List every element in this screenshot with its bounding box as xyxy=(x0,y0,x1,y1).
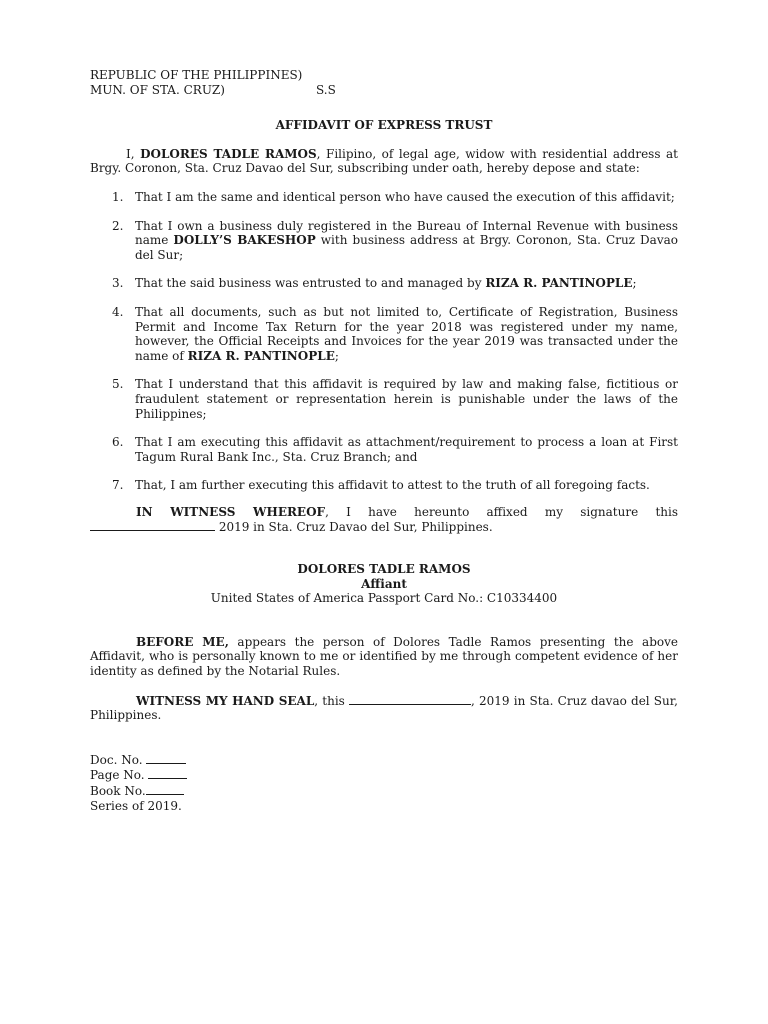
item-number: 1. xyxy=(112,189,124,204)
jurat-paragraph xyxy=(90,635,678,679)
business-name-bold: DOLLY’S BAKESHOP xyxy=(173,233,316,248)
affiant-signature-block xyxy=(90,562,678,606)
item-number: 5. xyxy=(112,377,124,392)
item-text-post: ; xyxy=(632,276,637,291)
item-text: That I am the same and identical person who have caused the execution of this affidavit; xyxy=(135,189,675,204)
doc-no-label: Doc. No. xyxy=(90,752,143,767)
item-number: 7. xyxy=(112,478,124,493)
caption-line-municipality xyxy=(90,83,678,98)
venue-caption xyxy=(90,68,678,97)
item-number: 6. xyxy=(112,435,124,450)
notarial-register xyxy=(90,752,678,813)
list-item xyxy=(90,190,678,205)
series-line: Series of 2019. xyxy=(90,798,182,813)
list-item xyxy=(90,435,678,464)
hand-seal-paragraph xyxy=(90,693,678,723)
caption-municipality: MUN. OF STA. CRUZ) xyxy=(90,82,225,97)
date-blank xyxy=(90,519,215,531)
list-item xyxy=(90,478,678,493)
doc-no-blank xyxy=(146,752,186,764)
witness-whereof-paragraph xyxy=(90,505,678,535)
before-me-bold: BEFORE ME, xyxy=(136,634,229,649)
affidavit-page xyxy=(90,68,678,813)
item-text-pre: That all documents, such as but not limited to, Certificate of Registration, Business Permit and Income Tax Return for the year 2018 was registered under my name, however, the Official Receipts and Invoices for the year 2019 was transacted under the name of xyxy=(135,304,678,363)
hand-seal-pre: , this xyxy=(314,693,350,708)
item-text-pre: That the said business was entrusted to and managed by xyxy=(135,276,486,291)
witness-line-2 xyxy=(90,519,678,535)
hand-seal-bold: WITNESS MY HAND SEAL xyxy=(136,693,315,708)
intro-post: , Filipino, of legal age, widow with residential address at Brgy. Coronon, Sta. Cruz Davao del Sur, subscribing under oath, hereby depose and state: xyxy=(90,146,678,176)
affiant-name-bold: DOLORES TADLE RAMOS xyxy=(140,146,317,161)
document-title: AFFIDAVIT OF EXPRESS TRUST xyxy=(275,118,493,133)
doc-no-line xyxy=(90,752,678,768)
affiant-id: United States of America Passport Card No.: C10334400 xyxy=(210,591,558,606)
list-item xyxy=(90,305,678,363)
item-number: 4. xyxy=(112,304,124,319)
intro-pre: I, xyxy=(126,146,141,161)
item-text: That I am executing this affidavit as attachment/requirement to process a loan at First Tagum Rural Bank Inc., Sta. Cruz Branch; and xyxy=(135,435,678,464)
caption-ss: S.S xyxy=(316,82,336,97)
intro-paragraph xyxy=(90,147,678,176)
hand-seal-post: , 2019 in Sta. Cruz davao del Sur, Philippines. xyxy=(90,693,678,723)
list-item xyxy=(90,219,678,263)
date-blank xyxy=(349,693,471,705)
item-text: That, I am further executing this affidavit to attest to the truth of all foregoing facts. xyxy=(135,478,650,493)
witness-whereof-bold: IN WITNESS WHEREOF xyxy=(136,504,326,519)
list-item xyxy=(90,276,678,291)
affiant-name: DOLORES TADLE RAMOS xyxy=(297,562,471,577)
caption-republic: REPUBLIC OF THE PHILIPPINES) xyxy=(90,68,303,82)
caption-line-republic xyxy=(90,68,678,83)
page-no-label: Page No. xyxy=(90,768,145,783)
statement-list xyxy=(90,190,678,493)
witness-text: , I have hereunto affixed my signature this xyxy=(325,504,678,519)
book-no-label: Book No. xyxy=(90,784,146,798)
affiant-role: Affiant xyxy=(361,576,407,591)
item-text: That I understand that this affidavit is required by law and making false, fictitious or fraudulent statement or representation herein is punishable under the laws of the Philippines; xyxy=(135,377,678,421)
page-no-line xyxy=(90,767,678,783)
trustee-name-bold: RIZA R. PANTINOPLE xyxy=(187,348,335,363)
item-number: 2. xyxy=(112,218,124,233)
book-no-blank xyxy=(146,783,184,795)
jurat-text: appears the person of Dolores Tadle Ramos presenting the above Affidavit, who is personally known to me or identified by me through competent evidence of her identity as defined by the Notarial Rules. xyxy=(90,634,678,679)
list-item xyxy=(90,377,678,421)
item-text-pre: That I own a business duly registered in the Bureau of Internal Revenue with business name xyxy=(135,218,678,248)
witness-after-blank: 2019 in Sta. Cruz Davao del Sur, Philippines. xyxy=(215,520,493,535)
item-text-post: ; xyxy=(334,348,339,363)
book-no-line xyxy=(90,783,678,799)
witness-line-1 xyxy=(90,505,678,520)
item-number: 3. xyxy=(112,276,124,291)
page-no-blank xyxy=(148,767,187,779)
trustee-name-bold: RIZA R. PANTINOPLE xyxy=(485,276,633,291)
item-text-post: with business address at Brgy. Coronon, Sta. Cruz Davao del Sur; xyxy=(135,233,678,262)
